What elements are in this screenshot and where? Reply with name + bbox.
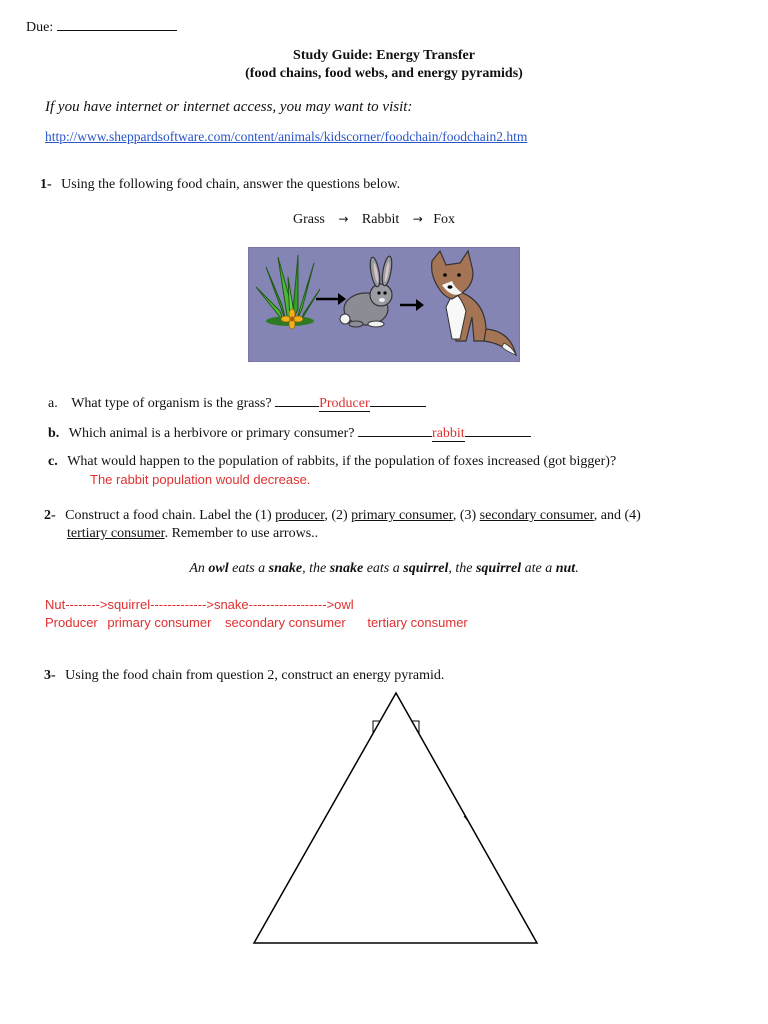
q1-b-text: Which animal is a herbivore or primary consumer? xyxy=(68,426,355,441)
q1-b-answer[interactable]: rabbit xyxy=(432,426,465,441)
q2-sep2: , (3) xyxy=(452,508,480,523)
resource-link[interactable]: http://www.sheppardsoftware.com/content/animals/kidscorner/foodchain/foodchain2.htm xyxy=(45,129,528,144)
sentence-squirrel: squirrel xyxy=(403,561,449,576)
q1-part-b xyxy=(48,424,531,442)
q3-number: 3- xyxy=(44,668,56,683)
due-blank[interactable] xyxy=(57,18,177,31)
q2-text-end: . Remember to use arrows.. xyxy=(164,526,319,541)
sentence-part: An xyxy=(189,561,209,576)
q1 xyxy=(40,177,400,193)
q2-sep3: , and (4) xyxy=(593,508,641,523)
chain-item-rabbit: Rabbit xyxy=(361,212,400,227)
q1-a-blank-right[interactable] xyxy=(370,394,426,407)
q2-sep1: , (2) xyxy=(324,508,352,523)
sentence-part: ate a xyxy=(521,561,556,576)
sentence-snake: snake xyxy=(268,561,303,576)
sentence-snake: snake xyxy=(329,561,364,576)
q2-line2 xyxy=(67,526,318,542)
sentence-nut: nut xyxy=(555,561,576,576)
q2-number: 2- xyxy=(44,508,56,523)
page-subtitle: (food chains, food webs, and energy pyramids) xyxy=(245,66,523,81)
chain-item-grass: Grass xyxy=(293,212,325,227)
term-producer: producer xyxy=(275,508,325,523)
answer-label-producer: Producer xyxy=(45,615,98,630)
q1-a-label: a. xyxy=(48,396,58,411)
q1-b-blank-left[interactable] xyxy=(358,424,432,437)
q1-c-label: c. xyxy=(48,454,58,469)
answer-label-tertiary: tertiary consumer xyxy=(367,615,468,630)
q1-c-answer[interactable]: The rabbit population would decrease. xyxy=(90,472,311,487)
chain-item-fox: Fox xyxy=(433,212,456,227)
due-label: Due: xyxy=(26,20,54,35)
sentence-owl: owl xyxy=(208,561,229,576)
arrow-right-icon: → xyxy=(338,212,349,226)
q2-answer-labels[interactable] xyxy=(45,615,468,630)
q2-line1 xyxy=(44,508,641,524)
sentence-part: . xyxy=(575,561,579,576)
q1-part-a xyxy=(48,394,426,412)
energy-pyramid[interactable] xyxy=(250,690,542,950)
term-tertiary-consumer: tertiary consumer xyxy=(67,526,165,541)
q1-a-answer[interactable]: Producer xyxy=(319,396,370,411)
sentence-part: , the xyxy=(448,561,476,576)
sentence-part: eats a xyxy=(363,561,404,576)
q2-text-start: Construct a food chain. Label the (1) xyxy=(65,508,276,523)
q1-a-blank-left[interactable] xyxy=(275,394,319,407)
answer-label-secondary: secondary consumer xyxy=(225,615,346,630)
q1-b-label: b. xyxy=(48,426,60,441)
q1-c-text: What would happen to the population of rabbits, if the population of foxes increased (got bigger)? xyxy=(67,454,617,469)
sentence-part: eats a xyxy=(228,561,269,576)
answer-label-primary: primary consumer xyxy=(107,615,212,630)
q1-number: 1- xyxy=(40,177,52,192)
term-primary-consumer: primary consumer xyxy=(351,508,453,523)
sentence-part: , the xyxy=(302,561,330,576)
pyramid-triangle xyxy=(254,693,537,943)
intro-note: If you have internet or internet access, you may want to visit: xyxy=(45,99,413,115)
page-title: Study Guide: Energy Transfer xyxy=(293,48,475,63)
q2-answer-chain[interactable]: Nut-------->squirrel------------->snake------------------>owl xyxy=(45,597,354,612)
q3-prompt: Using the food chain from question 2, construct an energy pyramid. xyxy=(65,668,445,683)
q1-prompt: Using the following food chain, answer the questions below. xyxy=(61,177,401,192)
food-chain-text xyxy=(293,212,455,228)
q1-a-text: What type of organism is the grass? xyxy=(71,396,272,411)
arrow-right-icon: → xyxy=(412,212,423,226)
q1-part-c xyxy=(48,454,616,470)
due-line xyxy=(26,18,177,36)
term-secondary-consumer: secondary consumer xyxy=(479,508,594,523)
q2-sentence xyxy=(0,561,768,577)
food-chain-illustration xyxy=(248,247,520,362)
q1-b-blank-right[interactable] xyxy=(465,424,531,437)
sentence-squirrel: squirrel xyxy=(475,561,522,576)
q3 xyxy=(44,668,444,684)
